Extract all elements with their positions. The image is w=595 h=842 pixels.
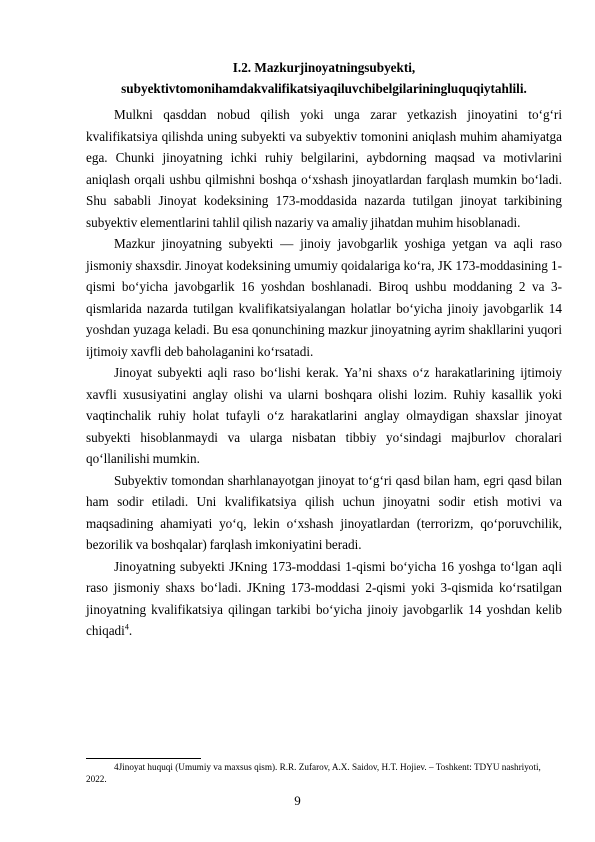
paragraph-1: Mulkni qasddan nobud qilish yoki unga zarar yetkazish jinoyatini to‘g‘ri kvalifikatsiya qilishda uning subyekti va subyektiv tomonini aniqlash muhim ahamiyatga ega. Chunki jinoyatning ichki ruhiy belgilarini, aybdorning maqsad va motivlarini aniqlash orqali ushbu qilmishni boshqa o‘xshash jinoyatlardan farqlash mumkin bo‘ladi. Shu sababli Jinoyat kodeksining 173-moddasida nazarda tutilgan jinoyat tarkibining subyektiv elementlarini tahlil qilish nazariy va amaliy jihatdan muhim hisoblanadi. [86, 107, 562, 230]
section-heading-line-2: subyektivtomonihamdakvalifikatsiyaqiluvchibelgilariningluquqiytahlili. [121, 81, 527, 96]
page-number: 9 [294, 793, 301, 808]
footnote [86, 761, 562, 785]
footnote-divider [86, 758, 201, 759]
section-heading-line-1: I.2. Mazkurjinoyatningsubyekti, [232, 60, 416, 75]
body-text [86, 104, 562, 642]
footnote-marker: 4 [114, 762, 119, 772]
paragraph-4: Subyektiv tomondan sharhlanayotgan jinoyat to‘g‘ri qasd bilan ham, egri qasd bilan ham sodir etiladi. Uni kvalifikatsiya qilish uchun jinoyatni sodir etish motivi va maqsadining ahamiyati yo‘q, lekin o‘xshash jinoyatlardan (terrorizm, qo‘poruvchilik, bezorilik va boshqalar) farqlash imkoniyatini beradi. [86, 472, 562, 552]
paragraph-5-text: Jinoyatning subyekti JKning 173-moddasi 1-qismi bo‘yicha 16 yoshga to‘lgan aqli raso jismoniy shaxs bo‘ladi. JKning 173-moddasi 2-qismi yoki 3-qismida ko‘rsatilgan jinoyatning kvalifikatsiya qilingan tarkibi bo‘yicha jinoiy javobgarlik 14 yoshdan kelib chiqadi [86, 558, 562, 638]
paragraph-5: Jinoyatning subyekti JKning 173-moddasi 1-qismi bo‘yicha 16 yoshga to‘lgan aqli raso jismoniy shaxs bo‘ladi. JKning 173-moddasi 2-qismi yoki 3-qismida ko‘rsatilgan jinoyatning kvalifikatsiya qilingan tarkibi bo‘yicha jinoiy javobgarlik 14 yoshdan kelib chiqadi$^4$. [86, 558, 562, 638]
footnote-reference[interactable]: 4 [124, 622, 129, 632]
paragraph-2: Mazkur jinoyatning subyekti — jinoiy javobgarlik yoshiga yetgan va aqli raso jismoniy shaxsdir. Jinoyat kodeksining umumiy qoidalariga ko‘ra, JK 173-moddasining 1-qismi bo‘yicha javobgarlik 16 yoshdan boshlanadi. Biroq ushbu moddaning 2 va 3-qismlarida nazarda tutilgan kvalifikatsiyalangan holatlar bo‘yicha jinoiy javobgarlik 14 yoshdan yuzaga keladi. Bu esa qonunchining mazkur jinoyatning ayrim shakllarini yuqori ijtimoiy xavfli deb baholaganini ko‘rsatadi. [86, 236, 562, 359]
paragraph-3: Jinoyat subyekti aqli raso bo‘lishi kerak. Ya’ni shaxs o‘z harakatlarining ijtimoiy xavfli xususiyatini anglay olishi va ularni boshqara olishi lozim. Ruhiy kasallik yoki vaqtinchalik ruhiy holat tufayli o‘z harakatlarini anglay olmaydigan shaxslar jinoyat subyekti hisoblanmaydi va ularga nisbatan tibbiy yo‘sindagi majburlov choralari qo‘llanilishi mumkin. [86, 365, 562, 466]
footnote-text: Jinoyat huquqi (Umumiy va maxsus qism). R.R. Zufarov, A.X. Saidov, H.T. Hojiev. – Toshkent: TDYU nashriyoti, 2022. [86, 762, 541, 784]
